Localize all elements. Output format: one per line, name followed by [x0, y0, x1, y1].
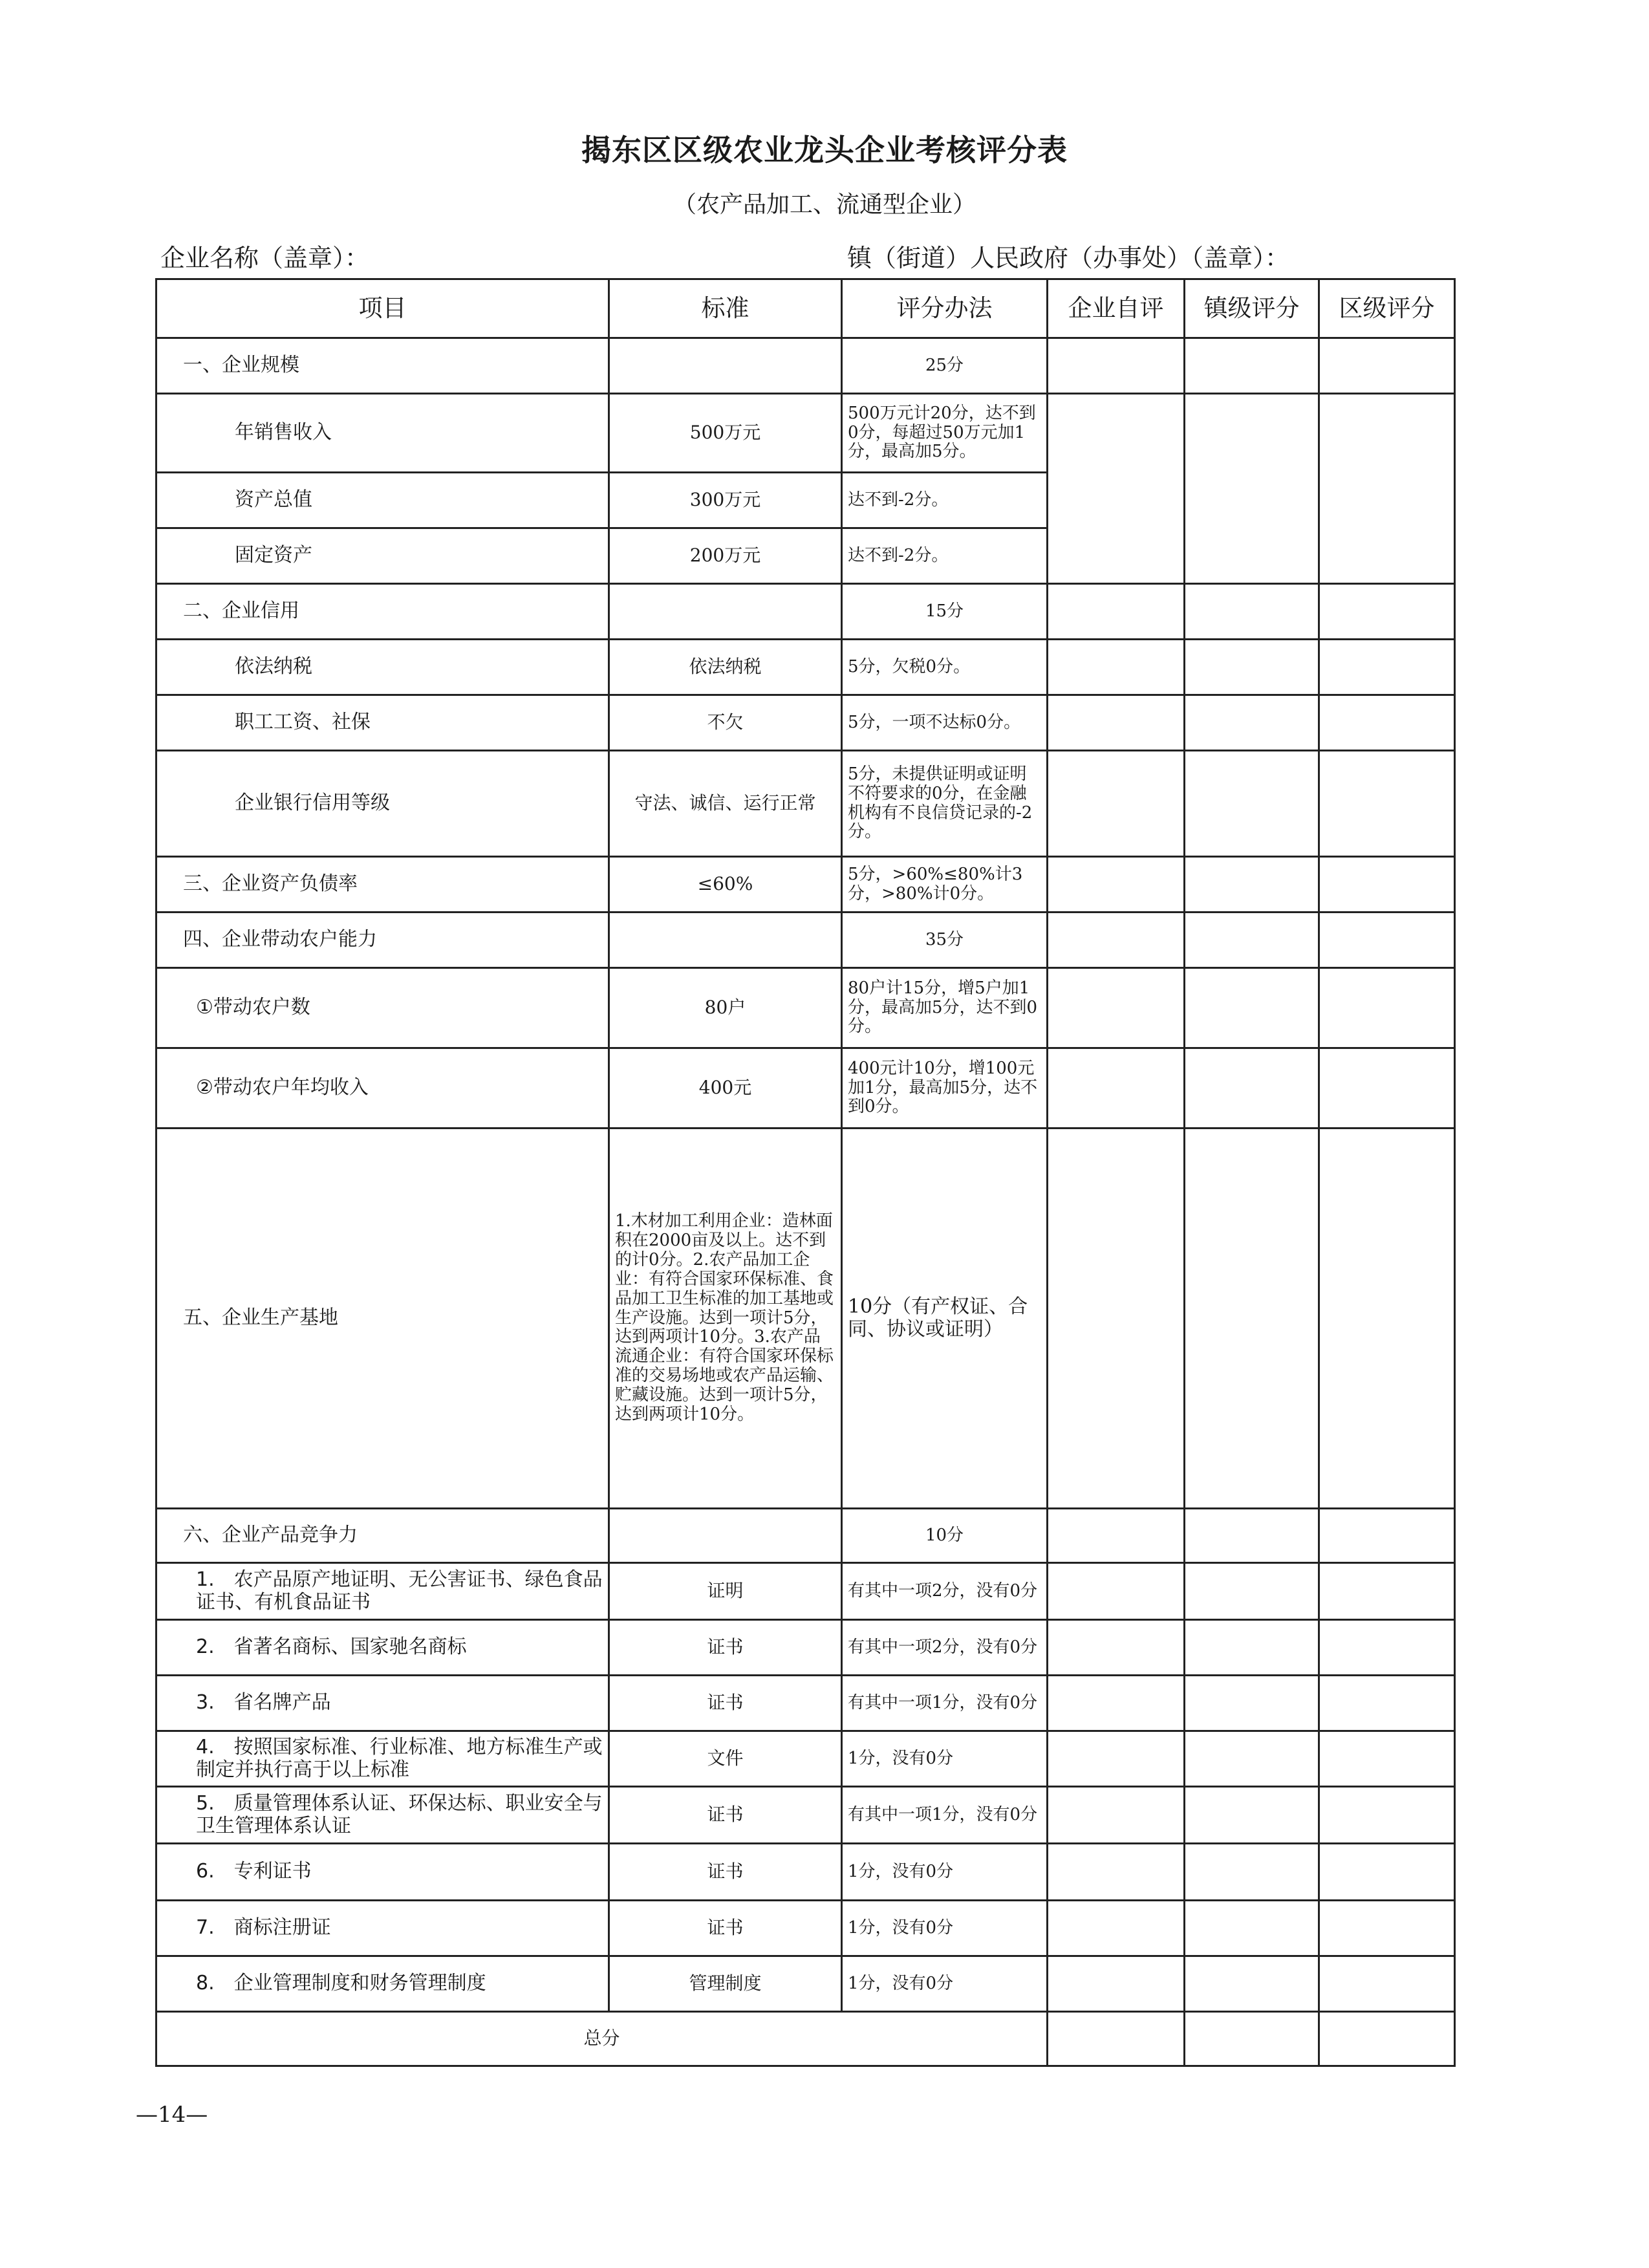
town-score-cell[interactable] [1185, 1563, 1319, 1620]
row-standard: 1.木材加工利用企业：造林面积在2000亩及以上。达不到的计0分。2.农产品加工企业：有符合国家环保标准、食品加工卫生标准的加工基地或生产设施。达到一项计5分，达到两项计10分。3.农产品流通企业：有符合国家环保标准的交易场地或农产品运输、贮藏设施。达到一项计5分，达到两项计10分。 [609, 1129, 842, 1509]
district-score-cell[interactable] [1319, 968, 1455, 1048]
row-item: 年销售收入 [156, 394, 609, 473]
town-score-cell[interactable] [1185, 1731, 1319, 1787]
district-score-cell[interactable] [1319, 1901, 1455, 1956]
row-item: 固定资产 [156, 528, 609, 584]
self-score-cell[interactable] [1048, 1048, 1185, 1129]
row-standard: 文件 [609, 1731, 842, 1787]
table-row [156, 1787, 1455, 1844]
section-points: 10分 [842, 1509, 1048, 1563]
row-method: 有其中一项2分，没有0分 [842, 1620, 1048, 1676]
table-header-row [156, 279, 1455, 338]
district-score-cell[interactable] [1319, 751, 1455, 857]
total-row [156, 2012, 1455, 2066]
row-item: 4. 按照国家标准、行业标准、地方标准生产或制定并执行高于以上标准 [156, 1731, 609, 1787]
row-method: 5分，>60%≤80%计3分，>80%计0分。 [842, 857, 1048, 913]
row-method: 5分，一项不达标0分。 [842, 695, 1048, 751]
column-header-self-score: 企业自评 [1048, 279, 1185, 338]
town-score-cell[interactable] [1185, 1787, 1319, 1844]
row-standard: 管理制度 [609, 1956, 842, 2012]
table-row [156, 1956, 1455, 2012]
self-score-cell[interactable] [1048, 1563, 1185, 1620]
table-row [156, 1563, 1455, 1620]
self-score-cell[interactable] [1048, 1620, 1185, 1676]
row-method: 有其中一项2分，没有0分 [842, 1563, 1048, 1620]
column-header-district-score: 区级评分 [1319, 279, 1455, 338]
table-row [156, 640, 1455, 695]
town-score-cell[interactable] [1185, 640, 1319, 695]
row-item: 8. 企业管理制度和财务管理制度 [156, 1956, 609, 2012]
row-item: ①带动农户数 [156, 968, 609, 1048]
row-item: 企业银行信用等级 [156, 751, 609, 857]
town-score-cell[interactable] [1185, 857, 1319, 913]
town-score-cell[interactable] [1185, 584, 1319, 640]
column-header-standard: 标准 [609, 279, 842, 338]
town-score-cell[interactable] [1185, 1844, 1319, 1901]
section-title: 五、企业生产基地 [156, 1129, 609, 1509]
self-score-cell[interactable] [1048, 1676, 1185, 1731]
scoring-table [155, 278, 1456, 2067]
row-item: 职工工资、社保 [156, 695, 609, 751]
row-method: 80户计15分，增5户加1分，最高加5分，达不到0分。 [842, 968, 1048, 1048]
row-standard: 80户 [609, 968, 842, 1048]
section-points: 15分 [842, 584, 1048, 640]
district-score-cell[interactable] [1319, 1676, 1455, 1731]
table-row [156, 857, 1455, 913]
self-score-cell[interactable] [1048, 968, 1185, 1048]
row-method: 10分（有产权证、合同、协议或证明） [842, 1129, 1048, 1509]
row-standard: 300万元 [609, 473, 842, 528]
district-score-cell[interactable] [1319, 1844, 1455, 1901]
self-score-cell[interactable] [1048, 913, 1185, 968]
self-score-cell[interactable] [1048, 1787, 1185, 1844]
row-standard: 证书 [609, 1787, 842, 1844]
total-label: 总分 [156, 2012, 1048, 2066]
page-title: 揭东区区级农业龙头企业考核评分表 [581, 133, 1068, 167]
table-row [156, 1620, 1455, 1676]
section-title: 六、企业产品竞争力 [156, 1509, 609, 1563]
district-score-cell[interactable] [1319, 1731, 1455, 1787]
self-score-cell[interactable] [1048, 338, 1185, 394]
row-standard: 证书 [609, 1844, 842, 1901]
row-method: 400元计10分，增100元加1分，最高加5分，达不到0分。 [842, 1048, 1048, 1129]
row-standard: 不欠 [609, 695, 842, 751]
page-number: —14— [136, 2102, 208, 2128]
town-score-total-cell[interactable] [1185, 2012, 1319, 2066]
table-row [156, 1129, 1455, 1509]
self-score-cell[interactable] [1048, 857, 1185, 913]
page-subtitle: （农产品加工、流通型企业） [673, 191, 976, 218]
row-item: 资产总值 [156, 473, 609, 528]
section-title: 三、企业资产负债率 [156, 857, 609, 913]
section-title: 二、企业信用 [156, 584, 609, 640]
row-item: 2. 省著名商标、国家驰名商标 [156, 1620, 609, 1676]
company-name-label: 企业名称（盖章）： [160, 244, 370, 272]
self-score-cell[interactable] [1048, 584, 1185, 640]
self-score-cell[interactable] [1048, 751, 1185, 857]
row-standard: 证明 [609, 1563, 842, 1620]
row-method: 500万元计20分，达不到0分，每超过50万元加1分，最高加5分。 [842, 394, 1048, 473]
row-item: 1. 农产品原产地证明、无公害证书、绿色食品证书、有机食品证书 [156, 1563, 609, 1620]
row-item: ②带动农户年均收入 [156, 1048, 609, 1129]
row-standard: 证书 [609, 1901, 842, 1956]
row-standard: 证书 [609, 1620, 842, 1676]
table-row [156, 584, 1455, 640]
row-item: 5. 质量管理体系认证、环保达标、职业安全与卫生管理体系认证 [156, 1787, 609, 1844]
table-row [156, 1676, 1455, 1731]
town-score-cell[interactable] [1185, 1956, 1319, 2012]
empty-cell [609, 1509, 842, 1563]
column-header-method: 评分办法 [842, 279, 1048, 338]
section-points: 25分 [842, 338, 1048, 394]
district-score-cell[interactable] [1319, 1787, 1455, 1844]
column-header-item: 项目 [156, 279, 609, 338]
table-row [156, 1731, 1455, 1787]
empty-cell [609, 338, 842, 394]
self-score-cell[interactable] [1048, 1129, 1185, 1509]
row-standard: 400元 [609, 1048, 842, 1129]
row-standard: ≤60% [609, 857, 842, 913]
table-row [156, 751, 1455, 857]
table-row [156, 1844, 1455, 1901]
table-row [156, 1509, 1455, 1563]
district-score-cell[interactable] [1319, 1563, 1455, 1620]
self-score-total-cell[interactable] [1048, 2012, 1185, 2066]
empty-cell [609, 913, 842, 968]
row-standard: 依法纳税 [609, 640, 842, 695]
self-score-cell[interactable] [1048, 394, 1185, 584]
row-method: 1分，没有0分 [842, 1956, 1048, 2012]
district-score-cell[interactable] [1319, 913, 1455, 968]
row-method: 有其中一项1分，没有0分 [842, 1676, 1048, 1731]
district-score-cell[interactable] [1319, 394, 1455, 584]
section-points: 35分 [842, 913, 1048, 968]
self-score-cell[interactable] [1048, 640, 1185, 695]
row-item: 6. 专利证书 [156, 1844, 609, 1901]
town-score-cell[interactable] [1185, 1901, 1319, 1956]
column-header-town-score: 镇级评分 [1185, 279, 1319, 338]
row-method: 达不到-2分。 [842, 473, 1048, 528]
table-row [156, 695, 1455, 751]
town-score-cell[interactable] [1185, 968, 1319, 1048]
district-score-cell[interactable] [1319, 1620, 1455, 1676]
district-score-cell[interactable] [1319, 338, 1455, 394]
table-row [156, 968, 1455, 1048]
table-row [156, 338, 1455, 394]
district-score-cell[interactable] [1319, 640, 1455, 695]
table-row [156, 1901, 1455, 1956]
town-score-cell[interactable] [1185, 394, 1319, 584]
self-score-cell[interactable] [1048, 1901, 1185, 1956]
town-score-cell[interactable] [1185, 1129, 1319, 1509]
section-title: 一、企业规模 [156, 338, 609, 394]
row-standard: 守法、诚信、运行正常 [609, 751, 842, 857]
row-method: 1分，没有0分 [842, 1731, 1048, 1787]
self-score-cell[interactable] [1048, 1731, 1185, 1787]
town-score-cell[interactable] [1185, 1676, 1319, 1731]
row-item: 7. 商标注册证 [156, 1901, 609, 1956]
table-row [156, 394, 1455, 473]
row-method: 达不到-2分。 [842, 528, 1048, 584]
district-score-total-cell[interactable] [1319, 2012, 1455, 2066]
district-score-cell[interactable] [1319, 857, 1455, 913]
row-standard: 500万元 [609, 394, 842, 473]
town-score-cell[interactable] [1185, 695, 1319, 751]
self-score-cell[interactable] [1048, 1956, 1185, 2012]
row-method: 5分，未提供证明或证明不符要求的0分，在金融机构有不良信贷记录的-2分。 [842, 751, 1048, 857]
district-score-cell[interactable] [1319, 1509, 1455, 1563]
self-score-cell[interactable] [1048, 1509, 1185, 1563]
town-score-cell[interactable] [1185, 1620, 1319, 1676]
town-government-label: 镇（街道）人民政府（办事处）（盖章）： [847, 244, 1290, 272]
district-score-cell[interactable] [1319, 695, 1455, 751]
section-title: 四、企业带动农户能力 [156, 913, 609, 968]
town-score-cell[interactable] [1185, 338, 1319, 394]
town-score-cell[interactable] [1185, 751, 1319, 857]
empty-cell [609, 584, 842, 640]
row-item: 3. 省名牌产品 [156, 1676, 609, 1731]
district-score-cell[interactable] [1319, 1956, 1455, 2012]
district-score-cell[interactable] [1319, 1129, 1455, 1509]
town-score-cell[interactable] [1185, 913, 1319, 968]
table-row [156, 913, 1455, 968]
row-standard: 200万元 [609, 528, 842, 584]
town-score-cell[interactable] [1185, 1509, 1319, 1563]
row-item: 依法纳税 [156, 640, 609, 695]
row-method: 1分，没有0分 [842, 1844, 1048, 1901]
row-method: 5分，欠税0分。 [842, 640, 1048, 695]
row-method: 有其中一项1分，没有0分 [842, 1787, 1048, 1844]
town-score-cell[interactable] [1185, 1048, 1319, 1129]
row-method: 1分，没有0分 [842, 1901, 1048, 1956]
district-score-cell[interactable] [1319, 1048, 1455, 1129]
district-score-cell[interactable] [1319, 584, 1455, 640]
self-score-cell[interactable] [1048, 695, 1185, 751]
self-score-cell[interactable] [1048, 1844, 1185, 1901]
table-row [156, 1048, 1455, 1129]
row-standard: 证书 [609, 1676, 842, 1731]
